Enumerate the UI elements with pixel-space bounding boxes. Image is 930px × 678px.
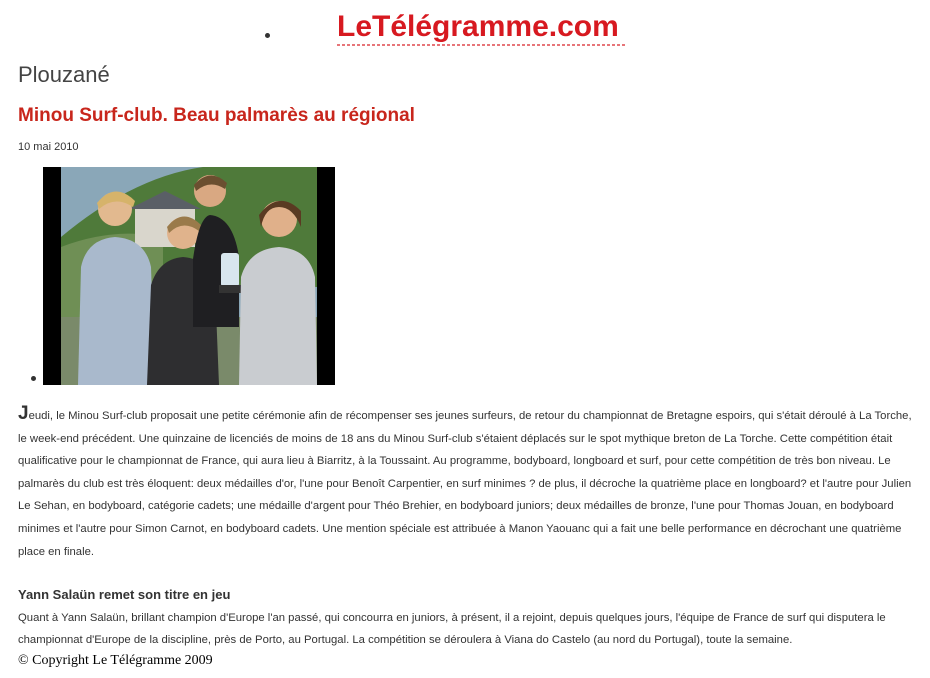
drop-cap: J: [18, 403, 29, 424]
spellcheck-underline: [337, 44, 627, 46]
list-bullet: [265, 33, 270, 38]
list-bullet: [31, 376, 36, 381]
article-date: 10 mai 2010: [18, 141, 79, 153]
site-logo[interactable]: LeTélégramme.com: [337, 10, 619, 43]
article-title: Minou Surf-club. Beau palmarès au régional: [18, 105, 415, 126]
article-photo: [43, 167, 335, 385]
article-paragraph: eudi, le Minou Surf-club proposait une petite cérémonie afin de récompenser ses jeunes surfeurs, de retour du championnat de Bretagne espoirs, qui s'était déroulé à La Torche, le week-end précédent. Une quinzaine de licenciés de moins de 18 ans du Minou Surf-club s'étaient déplacés sur le spot mythique breton de La Torche. Cette compétition était qualificative pour le championnat de France, qui aura lieu à Biarritz, à la Toussaint. Au programme, bodyboard, longboard et surf, pour cette compétition de très bon niveau. Le palmarès du club est très éloquent: deux médailles d'or, l'une pour Benoît Carpentier, en surf minimes ? de plus, il décroche la quatrième place en longboard? et l'autre pour Julien Le Sehan, en bodyboard, catégorie cadets; une médaille d'argent pour Théo Brehier, en bodyboard juniors; deux médailles de bronze, l'une pour Thomas Jouan, en bodyboard minimes et l'autre pour Simon Carnot, en bodyboard cadets. Une mention spéciale est attribuée à Manon Yaouanc qui a fait une belle performance en décrochant une quatrième place en finale.: [18, 410, 912, 558]
article-subheading: Yann Salaün remet son titre en jeu: [18, 587, 231, 602]
article-paragraph-2: Quant à Yann Salaün, brillant champion d'Europe l'an passé, qui concourra en juniors, à présent, il a rejoint, depuis quelques jours, l'équipe de France de surf qui disputera le championnat d'Europe de la discipline, près de Porto, au Portugal. La compétition se déroulera à Viana do Castelo (au nord du Portugal), toute la semaine.: [18, 612, 886, 646]
article-body: [18, 405, 918, 563]
photo-illustration: [43, 167, 335, 385]
copyright-notice: © Copyright Le Télégramme 2009: [18, 653, 213, 668]
section-title: Plouzané: [18, 62, 110, 87]
